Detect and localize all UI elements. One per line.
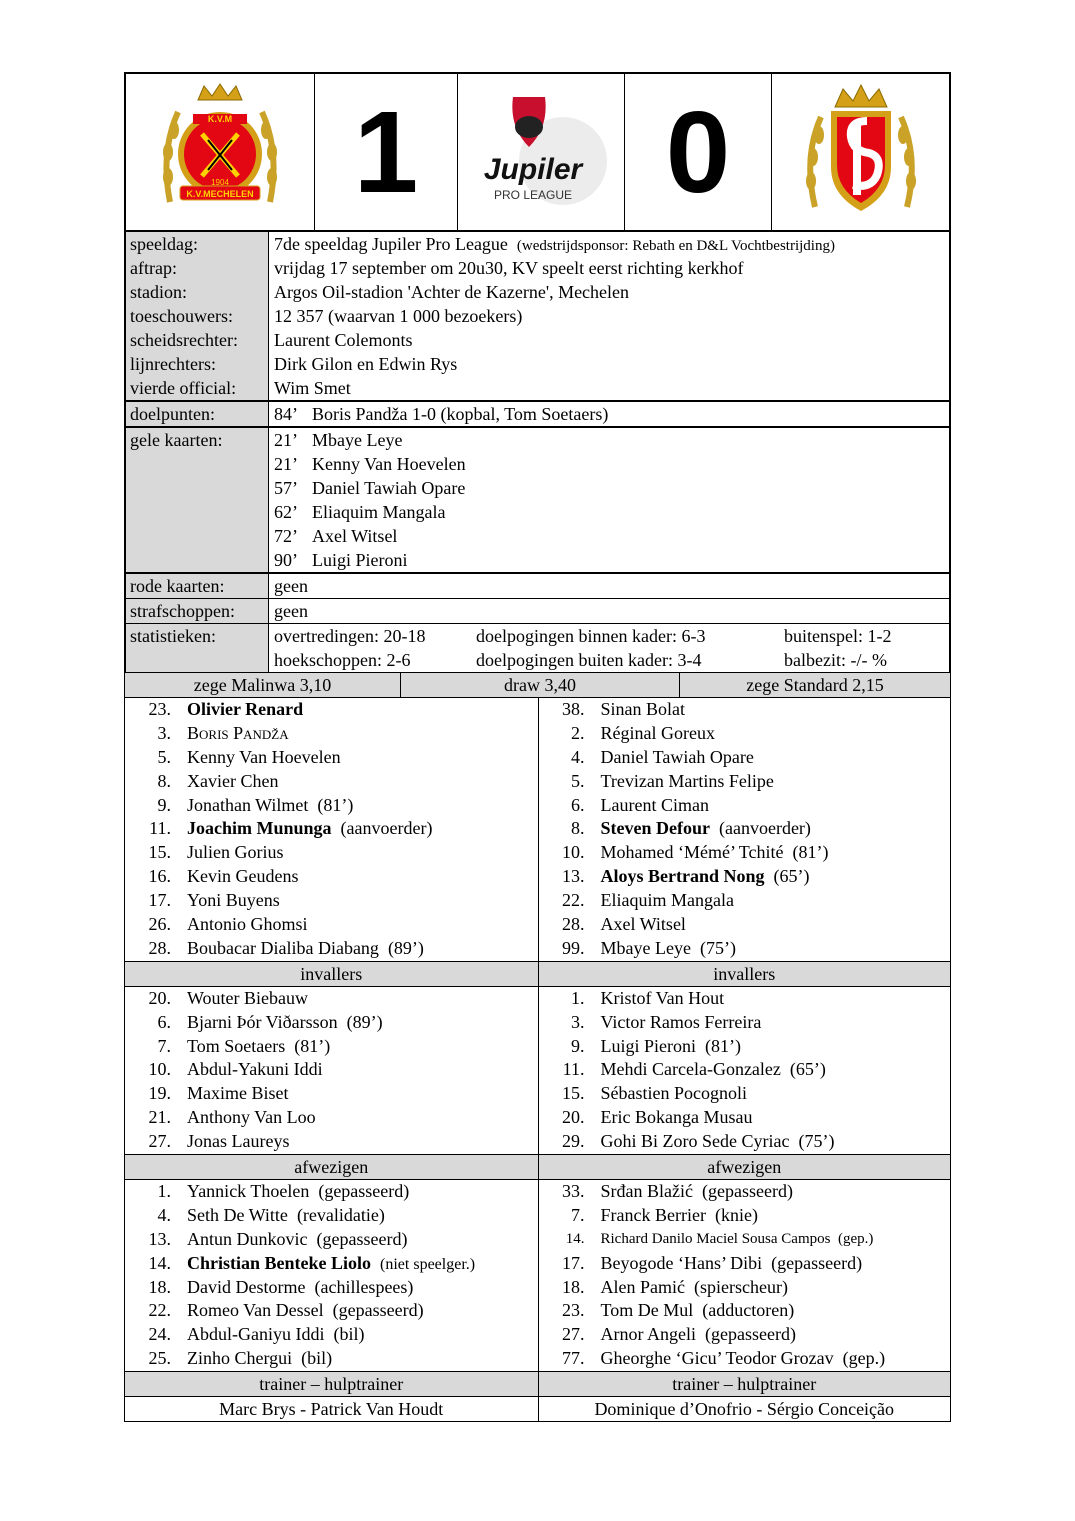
player-row xyxy=(125,1106,538,1130)
player-number: 18. xyxy=(148,1276,171,1297)
player-name: Richard Danilo Maciel Sousa Campos xyxy=(600,1230,831,1247)
score-header xyxy=(124,72,951,232)
player-note: (adductoren) xyxy=(702,1300,795,1321)
goals xyxy=(126,402,949,428)
player-name: Boris Pandža xyxy=(187,722,289,743)
home-lineup xyxy=(125,698,538,1422)
player-number: 11. xyxy=(562,1059,585,1080)
trainer-names: Marc Brys - Patrick Van Houdt xyxy=(125,1397,538,1422)
player-row xyxy=(125,1347,538,1371)
player-name: Laurent Ciman xyxy=(600,794,709,815)
player-name: Kevin Geudens xyxy=(187,866,299,887)
player-number: 17. xyxy=(562,1252,585,1273)
section-trainer: trainer – hulptrainer xyxy=(539,1371,951,1397)
player-name: Mehdi Carcela-Gonzalez xyxy=(600,1059,781,1080)
stat-doelpogingen-binnen: doelpogingen binnen kader: 6-3 xyxy=(476,626,706,646)
player-name: Sébastien Pocognoli xyxy=(600,1083,747,1104)
player-row xyxy=(539,1347,951,1371)
player-number: 9. xyxy=(571,1035,585,1056)
player-name: Antonio Ghomsi xyxy=(187,914,308,935)
section-afwezigen: afwezigen xyxy=(539,1154,951,1180)
away-lineup xyxy=(538,698,951,1422)
value-toeschouwers: 12 357 (waarvan 1 000 bezoekers) xyxy=(274,306,523,326)
player-number: 13. xyxy=(562,866,585,887)
player-name: Boubacar Dialiba Diabang xyxy=(187,937,379,958)
standard-liege-logo xyxy=(772,74,949,230)
player-name: Tom Soetaers xyxy=(187,1035,286,1056)
player-row xyxy=(125,1082,538,1106)
event-text: Kenny Van Hoevelen xyxy=(312,454,466,474)
player-row xyxy=(125,817,538,841)
label-doelpunten: doelpunten: xyxy=(130,404,215,424)
player-name: Sinan Bolat xyxy=(600,699,685,719)
value-scheidsrechter: Laurent Colemonts xyxy=(274,330,413,350)
svg-text:K.V.MECHELEN: K.V.MECHELEN xyxy=(186,189,254,199)
player-note: (achillespees) xyxy=(314,1276,414,1297)
player-number: 14. xyxy=(148,1252,171,1273)
kv-mechelen-logo xyxy=(126,74,315,230)
match-sheet xyxy=(124,72,951,1422)
player-row xyxy=(125,1323,538,1347)
label-statistieken: statistieken: xyxy=(130,626,216,646)
player-name: Seth De Witte xyxy=(187,1204,288,1225)
event-text: Luigi Pieroni xyxy=(312,550,408,570)
player-number: 27. xyxy=(562,1324,585,1345)
value-speeldag: 7de speeldag Jupiler Pro League (wedstrijdsponsor: Rebath en D&L Vochtbestrijding) xyxy=(274,234,835,254)
player-note: (bil) xyxy=(301,1348,333,1369)
player-row xyxy=(539,1276,951,1300)
label-vierde-official: vierde official: xyxy=(130,378,237,398)
player-number: 1. xyxy=(157,1181,171,1202)
label-scheidsrechter: scheidsrechter: xyxy=(130,330,238,350)
player-row xyxy=(539,1323,951,1347)
player-number: 9. xyxy=(157,794,171,815)
player-row xyxy=(539,722,951,746)
away-score: 0 xyxy=(625,74,772,230)
player-note: (gepasseerd) xyxy=(771,1252,863,1273)
player-name: Abdul-Ganiyu Iddi xyxy=(187,1324,325,1345)
player-note: (spierscheur) xyxy=(693,1276,788,1297)
player-number: 38. xyxy=(562,699,585,719)
player-name: Réginal Goreux xyxy=(600,722,715,743)
player-note: (bil) xyxy=(333,1324,365,1345)
stat-hoekschoppen: hoekschoppen: 2-6 xyxy=(274,650,411,670)
player-name: Xavier Chen xyxy=(187,770,279,791)
value-rode-kaarten: geen xyxy=(274,576,308,596)
betting-odds xyxy=(124,672,951,698)
player-number: 28. xyxy=(148,937,171,958)
player-note: (65’) xyxy=(773,866,810,887)
player-row xyxy=(539,987,951,1011)
yellow-cards xyxy=(126,428,949,574)
player-name: Yoni Buyens xyxy=(187,890,280,911)
player-name: Tom De Mul xyxy=(600,1300,694,1321)
stat-doelpogingen-buiten: doelpogingen buiten kader: 3-4 xyxy=(476,650,702,670)
section-afwezigen: afwezigen xyxy=(125,1154,538,1180)
statistics xyxy=(126,624,949,672)
event-minute: 84’ xyxy=(274,404,298,424)
event-text: Eliaquim Mangala xyxy=(312,502,446,522)
label-gele-kaarten: gele kaarten: xyxy=(130,430,223,450)
player-note: (81’) xyxy=(705,1035,741,1056)
player-number: 20. xyxy=(562,1107,585,1128)
player-note: (75’) xyxy=(699,937,736,958)
player-row xyxy=(539,770,951,794)
player-row xyxy=(125,698,538,722)
player-name: Bjarni Þór Viðarsson xyxy=(187,1011,338,1032)
player-number: 7. xyxy=(571,1204,585,1225)
event-minute: 62’ xyxy=(274,502,298,522)
player-row xyxy=(125,1011,538,1035)
player-row xyxy=(539,698,951,722)
player-row xyxy=(125,987,538,1011)
player-number: 21. xyxy=(148,1107,171,1128)
player-number: 13. xyxy=(148,1228,171,1249)
player-note: (gepasseerd) xyxy=(316,1228,408,1249)
player-number: 24. xyxy=(148,1324,171,1345)
player-row xyxy=(539,746,951,770)
svg-text:PRO LEAGUE: PRO LEAGUE xyxy=(493,188,573,202)
label-rode-kaarten: rode kaarten: xyxy=(130,576,225,596)
player-name: Mbaye Leye xyxy=(600,937,691,958)
label-speeldag: speeldag: xyxy=(130,234,198,254)
player-number: 10. xyxy=(562,842,585,863)
player-number: 8. xyxy=(157,770,171,791)
value-aftrap: vrijdag 17 september om 20u30, KV speelt eerst richting kerkhof xyxy=(274,258,744,278)
player-note: (gepasseerd) xyxy=(704,1324,796,1345)
penalties xyxy=(126,599,949,624)
player-name: Arnor Angeli xyxy=(600,1324,696,1345)
event-minute: 90’ xyxy=(274,550,298,570)
player-name: Antun Dunkovic xyxy=(187,1228,308,1249)
value-lijnrechters: Dirk Gilon en Edwin Rys xyxy=(274,354,458,374)
player-number: 16. xyxy=(148,866,171,887)
player-number: 14. xyxy=(565,1230,585,1247)
player-note: (gepasseerd) xyxy=(332,1300,424,1321)
odds-home: zege Malinwa 3,10 xyxy=(125,673,401,697)
player-name: Joachim Mununga xyxy=(187,818,332,839)
player-name: Steven Defour xyxy=(600,818,710,839)
player-note: (revalidatie) xyxy=(296,1204,385,1225)
event-minute: 72’ xyxy=(274,526,298,546)
player-note: (89’) xyxy=(387,937,424,958)
player-row xyxy=(539,841,951,865)
player-name: Wouter Biebauw xyxy=(187,987,309,1008)
odds-draw: draw 3,40 xyxy=(401,673,680,697)
player-number: 26. xyxy=(148,914,171,935)
lineups xyxy=(124,698,951,1422)
player-number: 17. xyxy=(148,890,171,911)
player-row xyxy=(539,937,951,961)
player-number: 19. xyxy=(148,1083,171,1104)
player-number: 22. xyxy=(148,1300,171,1321)
value-strafschoppen: geen xyxy=(274,601,308,621)
player-name: Yannick Thoelen xyxy=(187,1181,310,1202)
player-number: 3. xyxy=(571,1011,585,1032)
label-aftrap: aftrap: xyxy=(130,258,177,278)
stat-balbezit: balbezit: -/- % xyxy=(784,650,887,670)
player-row xyxy=(125,1228,538,1252)
player-name: Beyogode ‘Hans’ Dibi xyxy=(600,1252,763,1273)
player-name: Eliaquim Mangala xyxy=(600,890,734,911)
player-row xyxy=(539,865,951,889)
trainer-names: Dominique d’Onofrio - Sérgio Conceição xyxy=(539,1397,951,1422)
player-row xyxy=(125,1058,538,1082)
player-number: 3. xyxy=(157,722,171,743)
home-score: 1 xyxy=(315,74,458,230)
stat-overtredingen: overtredingen: 20-18 xyxy=(274,626,426,646)
player-number: 5. xyxy=(157,746,171,767)
goals-event xyxy=(274,402,949,426)
player-name: Gohi Bi Zoro Sede Cyriac xyxy=(600,1131,790,1152)
player-number: 29. xyxy=(562,1131,585,1152)
player-name: Christian Benteke Liolo xyxy=(187,1252,372,1273)
player-note: (81’) xyxy=(792,842,829,863)
player-number: 4. xyxy=(571,746,585,767)
section-trainer: trainer – hulptrainer xyxy=(125,1371,538,1397)
player-name: Luigi Pieroni xyxy=(600,1035,696,1056)
player-row xyxy=(125,1276,538,1300)
player-name: Mohamed ‘Mémé’ Tchité xyxy=(600,842,784,863)
player-row xyxy=(125,794,538,818)
player-name: Gheorghe ‘Gicu’ Teodor Grozav xyxy=(600,1348,834,1369)
player-name: Anthony Van Loo xyxy=(187,1107,316,1128)
player-name: Victor Ramos Ferreira xyxy=(600,1011,762,1032)
player-number: 1. xyxy=(571,987,585,1008)
jupiler-pro-league-logo xyxy=(458,74,625,230)
player-number: 23. xyxy=(562,1300,585,1321)
player-number: 7. xyxy=(157,1035,171,1056)
player-row xyxy=(539,817,951,841)
player-note: (niet speelger.) xyxy=(380,1255,476,1273)
svg-text:K.V.M: K.V.M xyxy=(207,114,233,124)
player-number: 5. xyxy=(571,770,585,791)
player-number: 23. xyxy=(148,699,171,719)
player-name: Julien Gorius xyxy=(187,842,284,863)
player-row xyxy=(125,1130,538,1154)
player-note: (aanvoerder) xyxy=(340,818,433,839)
player-note: (65’) xyxy=(789,1059,826,1080)
player-name: Abdul-Yakuni Iddi xyxy=(187,1059,323,1080)
player-row xyxy=(539,1106,951,1130)
player-row xyxy=(125,1299,538,1323)
yellow-event xyxy=(274,524,949,548)
player-name: Jonas Laureys xyxy=(187,1131,290,1152)
value-vierde-official: Wim Smet xyxy=(274,378,351,398)
player-number: 28. xyxy=(562,914,585,935)
player-name: David Destorme xyxy=(187,1276,306,1297)
section-invallers: invallers xyxy=(539,961,951,987)
player-row xyxy=(125,865,538,889)
player-row xyxy=(539,1252,951,1276)
player-name: Maxime Biset xyxy=(187,1083,289,1104)
player-number: 20. xyxy=(148,987,171,1008)
player-note: (gepasseerd) xyxy=(318,1181,410,1202)
player-row xyxy=(539,1180,951,1204)
player-number: 10. xyxy=(148,1059,171,1080)
label-stadion: stadion: xyxy=(130,282,187,302)
player-note: (aanvoerder) xyxy=(718,818,811,839)
stats-row-2 xyxy=(274,648,949,672)
player-name: Aloys Bertrand Nong xyxy=(600,866,765,887)
player-name: Trevizan Martins Felipe xyxy=(600,770,774,791)
yellow-event xyxy=(274,428,949,452)
player-row xyxy=(539,1130,951,1154)
stat-buitenspel: buitenspel: 1-2 xyxy=(784,626,892,646)
section-invallers: invallers xyxy=(125,961,538,987)
player-name: Alen Pamić xyxy=(600,1276,685,1297)
player-number: 15. xyxy=(562,1083,585,1104)
player-name: Romeo Van Dessel xyxy=(187,1300,324,1321)
player-row xyxy=(539,1299,951,1323)
player-row xyxy=(125,937,538,961)
player-name: Daniel Tawiah Opare xyxy=(600,746,754,767)
player-number: 33. xyxy=(562,1181,585,1202)
player-note: (81’) xyxy=(294,1035,331,1056)
player-row xyxy=(539,889,951,913)
player-row xyxy=(125,1204,538,1228)
player-name: Franck Berrier xyxy=(600,1204,706,1225)
player-row xyxy=(539,1204,951,1228)
player-name: Olivier Renard xyxy=(187,699,304,719)
player-row xyxy=(125,770,538,794)
player-note: (gepasseerd) xyxy=(701,1181,793,1202)
player-number: 8. xyxy=(571,818,585,839)
value-stadion: Argos Oil-stadion 'Achter de Kazerne', Mechelen xyxy=(274,282,630,302)
player-row xyxy=(539,1035,951,1059)
player-name: Srđan Blažić xyxy=(600,1181,693,1202)
event-text: Daniel Tawiah Opare xyxy=(312,478,466,498)
match-info xyxy=(124,232,951,672)
player-number: 6. xyxy=(571,794,585,815)
player-name: Eric Bokanga Musau xyxy=(600,1107,753,1128)
event-minute: 21’ xyxy=(274,430,298,450)
player-row xyxy=(125,1180,538,1204)
player-row xyxy=(125,746,538,770)
yellow-event xyxy=(274,476,949,500)
yellow-event xyxy=(274,548,949,572)
player-number: 77. xyxy=(562,1348,585,1369)
player-note: (gep.) xyxy=(842,1348,886,1369)
red-cards xyxy=(126,574,949,599)
yellow-event xyxy=(274,452,949,476)
stats-row-1 xyxy=(274,624,949,648)
player-row xyxy=(539,1058,951,1082)
player-number: 11. xyxy=(149,818,171,839)
player-note: (89’) xyxy=(346,1011,383,1032)
player-row xyxy=(539,1082,951,1106)
player-number: 22. xyxy=(562,890,585,911)
player-row xyxy=(539,1228,951,1252)
player-note: (gep.) xyxy=(837,1230,874,1247)
event-minute: 21’ xyxy=(274,454,298,474)
player-number: 15. xyxy=(148,842,171,863)
svg-text:Jupiler: Jupiler xyxy=(483,153,583,186)
player-name: Jonathan Wilmet xyxy=(187,794,309,815)
player-row xyxy=(125,913,538,937)
player-row xyxy=(539,913,951,937)
player-row xyxy=(125,889,538,913)
player-row xyxy=(539,794,951,818)
player-number: 4. xyxy=(157,1204,171,1225)
player-row xyxy=(125,1252,538,1276)
player-name: Kenny Van Hoevelen xyxy=(187,746,341,767)
player-name: Axel Witsel xyxy=(600,914,686,935)
player-name: Kristof Van Hout xyxy=(600,987,725,1008)
player-note: (75’) xyxy=(798,1131,835,1152)
player-row xyxy=(539,1011,951,1035)
player-number: 6. xyxy=(157,1011,171,1032)
player-note: (81’) xyxy=(317,794,354,815)
player-number: 2. xyxy=(571,722,585,743)
label-strafschoppen: strafschoppen: xyxy=(130,601,235,621)
player-note: (knie) xyxy=(714,1204,758,1225)
event-text: Axel Witsel xyxy=(312,526,398,546)
general-info xyxy=(126,232,949,402)
player-number: 99. xyxy=(562,937,585,958)
yellow-event xyxy=(274,500,949,524)
event-minute: 57’ xyxy=(274,478,298,498)
player-row xyxy=(125,1035,538,1059)
player-row xyxy=(125,722,538,746)
player-row xyxy=(125,841,538,865)
event-text: Mbaye Leye xyxy=(312,430,403,450)
player-number: 18. xyxy=(562,1276,585,1297)
player-name: Zinho Chergui xyxy=(187,1348,293,1369)
label-lijnrechters: lijnrechters: xyxy=(130,354,216,374)
event-text: Boris Pandža 1-0 (kopbal, Tom Soetaers) xyxy=(312,404,609,424)
player-number: 27. xyxy=(148,1131,171,1152)
svg-text:1904: 1904 xyxy=(211,178,229,187)
label-toeschouwers: toeschouwers: xyxy=(130,306,233,326)
odds-away: zege Standard 2,15 xyxy=(746,675,884,695)
player-number: 25. xyxy=(148,1348,171,1369)
